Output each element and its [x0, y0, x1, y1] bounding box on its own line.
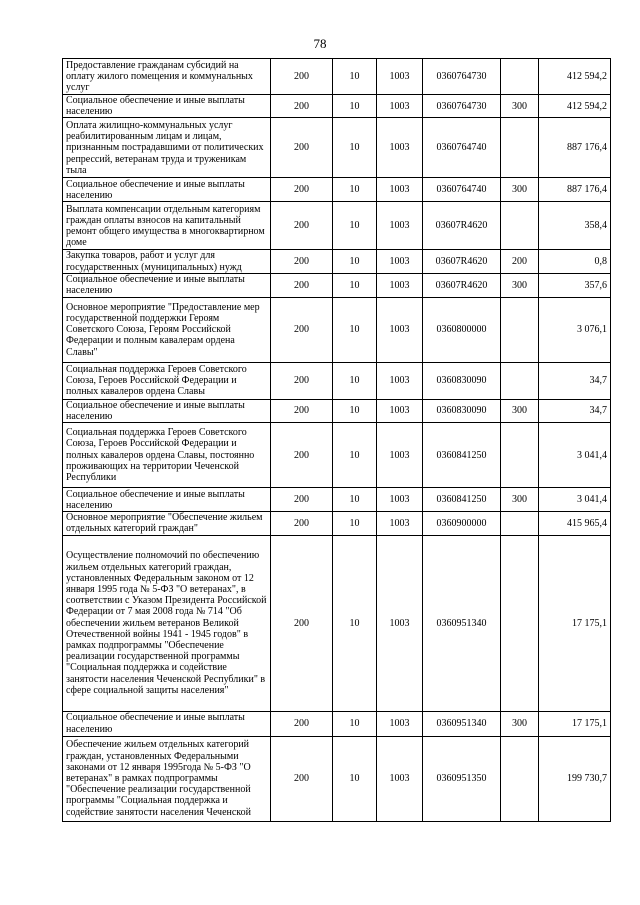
expense-type-cell: [501, 297, 539, 362]
target-article-cell: 0360800000: [423, 297, 501, 362]
table-row: [63, 399, 611, 422]
section-code-cell: 10: [333, 250, 377, 273]
expense-type-cell: [501, 512, 539, 535]
target-article-cell: 0360841250: [423, 423, 501, 488]
table-row: [63, 297, 611, 362]
subsection-code-cell: 1003: [377, 273, 423, 297]
table-row: [63, 711, 611, 736]
amount-cell: 415 965,4: [539, 512, 611, 535]
ministry-code-cell: 200: [271, 399, 333, 422]
expense-type-cell: 200: [501, 250, 539, 273]
amount-cell: 357,6: [539, 273, 611, 297]
subsection-code-cell: 1003: [377, 202, 423, 250]
amount-cell: 199 730,7: [539, 736, 611, 821]
subsection-code-cell: 1003: [377, 399, 423, 422]
target-article-cell: 03607R4620: [423, 202, 501, 250]
subsection-code-cell: 1003: [377, 736, 423, 821]
section-code-cell: 10: [333, 178, 377, 202]
target-article-cell: 0360764730: [423, 95, 501, 118]
target-article-cell: 0360764740: [423, 118, 501, 178]
section-code-cell: 10: [333, 535, 377, 711]
ministry-code-cell: 200: [271, 118, 333, 178]
row-name-cell: Социальное обеспечение и иные выплаты населению: [63, 488, 271, 512]
row-name-cell: Предоставление гражданам субсидий на оплату жилого помещения и коммунальных услуг: [63, 59, 271, 95]
table-row: [63, 423, 611, 488]
ministry-code-cell: 200: [271, 362, 333, 399]
section-code-cell: 10: [333, 736, 377, 821]
amount-cell: 3 041,4: [539, 488, 611, 512]
row-name-cell: Социальное обеспечение и иные выплаты населению: [63, 95, 271, 118]
subsection-code-cell: 1003: [377, 118, 423, 178]
ministry-code-cell: 200: [271, 273, 333, 297]
ministry-code-cell: 200: [271, 250, 333, 273]
expense-type-cell: [501, 118, 539, 178]
subsection-code-cell: 1003: [377, 178, 423, 202]
amount-cell: 358,4: [539, 202, 611, 250]
ministry-code-cell: 200: [271, 178, 333, 202]
row-name-cell: Социальное обеспечение и иные выплаты населению: [63, 399, 271, 422]
page-number: 78: [313, 36, 327, 51]
amount-cell: 0,8: [539, 250, 611, 273]
row-name-cell: Социальное обеспечение и иные выплаты населению: [63, 178, 271, 202]
row-name-cell: Выплата компенсации отдельным категориям граждан оплаты взносов на капитальный ремонт общего имущества в многоквартирном доме: [63, 202, 271, 250]
expense-type-cell: [501, 423, 539, 488]
amount-cell: 887 176,4: [539, 178, 611, 202]
expense-type-cell: 300: [501, 711, 539, 736]
subsection-code-cell: 1003: [377, 535, 423, 711]
table-row: [63, 273, 611, 297]
subsection-code-cell: 1003: [377, 711, 423, 736]
section-code-cell: 10: [333, 273, 377, 297]
amount-cell: 17 175,1: [539, 711, 611, 736]
subsection-code-cell: 1003: [377, 95, 423, 118]
subsection-code-cell: 1003: [377, 59, 423, 95]
subsection-code-cell: 1003: [377, 362, 423, 399]
table-row: [63, 59, 611, 95]
ministry-code-cell: 200: [271, 202, 333, 250]
row-name-cell: Оплата жилищно-коммунальных услуг реабилитированным лицам и лицам, признанным пострадавшими от политических репрессий, ветеранам труда и труженикам тыла: [63, 118, 271, 178]
amount-cell: 3 041,4: [539, 423, 611, 488]
ministry-code-cell: 200: [271, 59, 333, 95]
amount-cell: 412 594,2: [539, 59, 611, 95]
amount-cell: 412 594,2: [539, 95, 611, 118]
row-name-cell: Основное мероприятие "Предоставление мер государственной поддержки Героям Советского Союза, Героям Российской Федерации и полным кавалерам ордена Славы": [63, 297, 271, 362]
target-article-cell: 0360830090: [423, 362, 501, 399]
target-article-cell: 0360830090: [423, 399, 501, 422]
expense-type-cell: 300: [501, 178, 539, 202]
row-name-cell: Осуществление полномочий по обеспечению жильем отдельных категорий граждан, установленных Федеральным законом от 12 января 1995 года № 5-ФЗ "О ветеранах", в соответствии с Указом Президента Российской Федерации от 7 мая 2008 года № 714 "Об обеспечении жильем ветеранов Великой Отечественной войны 1941 - 1945 годов" в рамках подпрограммы "Обеспечение реализации государственной программы "Социальная поддержка и содействие занятости населения Чеченской Республики" в сфере социальной защиты населения": [63, 535, 271, 711]
expense-type-cell: [501, 736, 539, 821]
target-article-cell: 0360841250: [423, 488, 501, 512]
amount-cell: 34,7: [539, 399, 611, 422]
section-code-cell: 10: [333, 488, 377, 512]
target-article-cell: 03607R4620: [423, 273, 501, 297]
row-name-cell: Социальная поддержка Героев Советского Союза, Героев Российской Федерации и полных кавалеров ордена Славы, постоянно проживающих на территории Чеченской Республики: [63, 423, 271, 488]
table-row: [63, 512, 611, 535]
ministry-code-cell: 200: [271, 297, 333, 362]
amount-cell: 3 076,1: [539, 297, 611, 362]
expense-type-cell: [501, 535, 539, 711]
target-article-cell: 03607R4620: [423, 250, 501, 273]
table-row: [63, 178, 611, 202]
target-article-cell: 0360764730: [423, 59, 501, 95]
target-article-cell: 0360951340: [423, 711, 501, 736]
subsection-code-cell: 1003: [377, 423, 423, 488]
target-article-cell: 0360764740: [423, 178, 501, 202]
table-row: [63, 250, 611, 273]
section-code-cell: 10: [333, 59, 377, 95]
subsection-code-cell: 1003: [377, 512, 423, 535]
target-article-cell: 0360900000: [423, 512, 501, 535]
section-code-cell: 10: [333, 297, 377, 362]
row-name-cell: Социальная поддержка Героев Советского Союза, Героев Российской Федерации и полных кавалеров ордена Славы: [63, 362, 271, 399]
section-code-cell: 10: [333, 95, 377, 118]
ministry-code-cell: 200: [271, 736, 333, 821]
table-row: [63, 202, 611, 250]
expense-type-cell: 300: [501, 95, 539, 118]
amount-cell: 17 175,1: [539, 535, 611, 711]
section-code-cell: 10: [333, 362, 377, 399]
target-article-cell: 0360951340: [423, 535, 501, 711]
section-code-cell: 10: [333, 399, 377, 422]
subsection-code-cell: 1003: [377, 250, 423, 273]
ministry-code-cell: 200: [271, 488, 333, 512]
expense-type-cell: 300: [501, 488, 539, 512]
expense-type-cell: [501, 202, 539, 250]
table-row: [63, 118, 611, 178]
ministry-code-cell: 200: [271, 95, 333, 118]
table-row: [63, 535, 611, 711]
row-name-cell: Основное мероприятие "Обеспечение жильем отдельных категорий граждан": [63, 512, 271, 535]
target-article-cell: 0360951350: [423, 736, 501, 821]
section-code-cell: 10: [333, 711, 377, 736]
table-row: [63, 488, 611, 512]
section-code-cell: 10: [333, 202, 377, 250]
section-code-cell: 10: [333, 118, 377, 178]
row-name-cell: Закупка товаров, работ и услуг для государственных (муниципальных) нужд: [63, 250, 271, 273]
subsection-code-cell: 1003: [377, 488, 423, 512]
ministry-code-cell: 200: [271, 535, 333, 711]
section-code-cell: 10: [333, 423, 377, 488]
amount-cell: 34,7: [539, 362, 611, 399]
ministry-code-cell: 200: [271, 512, 333, 535]
row-name-cell: Социальное обеспечение и иные выплаты населению: [63, 711, 271, 736]
expense-type-cell: [501, 362, 539, 399]
expense-type-cell: [501, 59, 539, 95]
row-name-cell: Социальное обеспечение и иные выплаты населению: [63, 273, 271, 297]
table-row: [63, 362, 611, 399]
table-row: [63, 95, 611, 118]
section-code-cell: 10: [333, 512, 377, 535]
table-row: [63, 736, 611, 821]
amount-cell: 887 176,4: [539, 118, 611, 178]
budget-table: [62, 58, 611, 822]
ministry-code-cell: 200: [271, 423, 333, 488]
expense-type-cell: 300: [501, 399, 539, 422]
subsection-code-cell: 1003: [377, 297, 423, 362]
ministry-code-cell: 200: [271, 711, 333, 736]
row-name-cell: Обеспечение жильем отдельных категорий граждан, установленных Федеральными законами от 12 января 1995года № 5-ФЗ "О ветеранах" в рамках подпрограммы "Обеспечение реализации государственной программы "Социальная поддержка и содействие занятости населения Чеченской: [63, 736, 271, 821]
expense-type-cell: 300: [501, 273, 539, 297]
